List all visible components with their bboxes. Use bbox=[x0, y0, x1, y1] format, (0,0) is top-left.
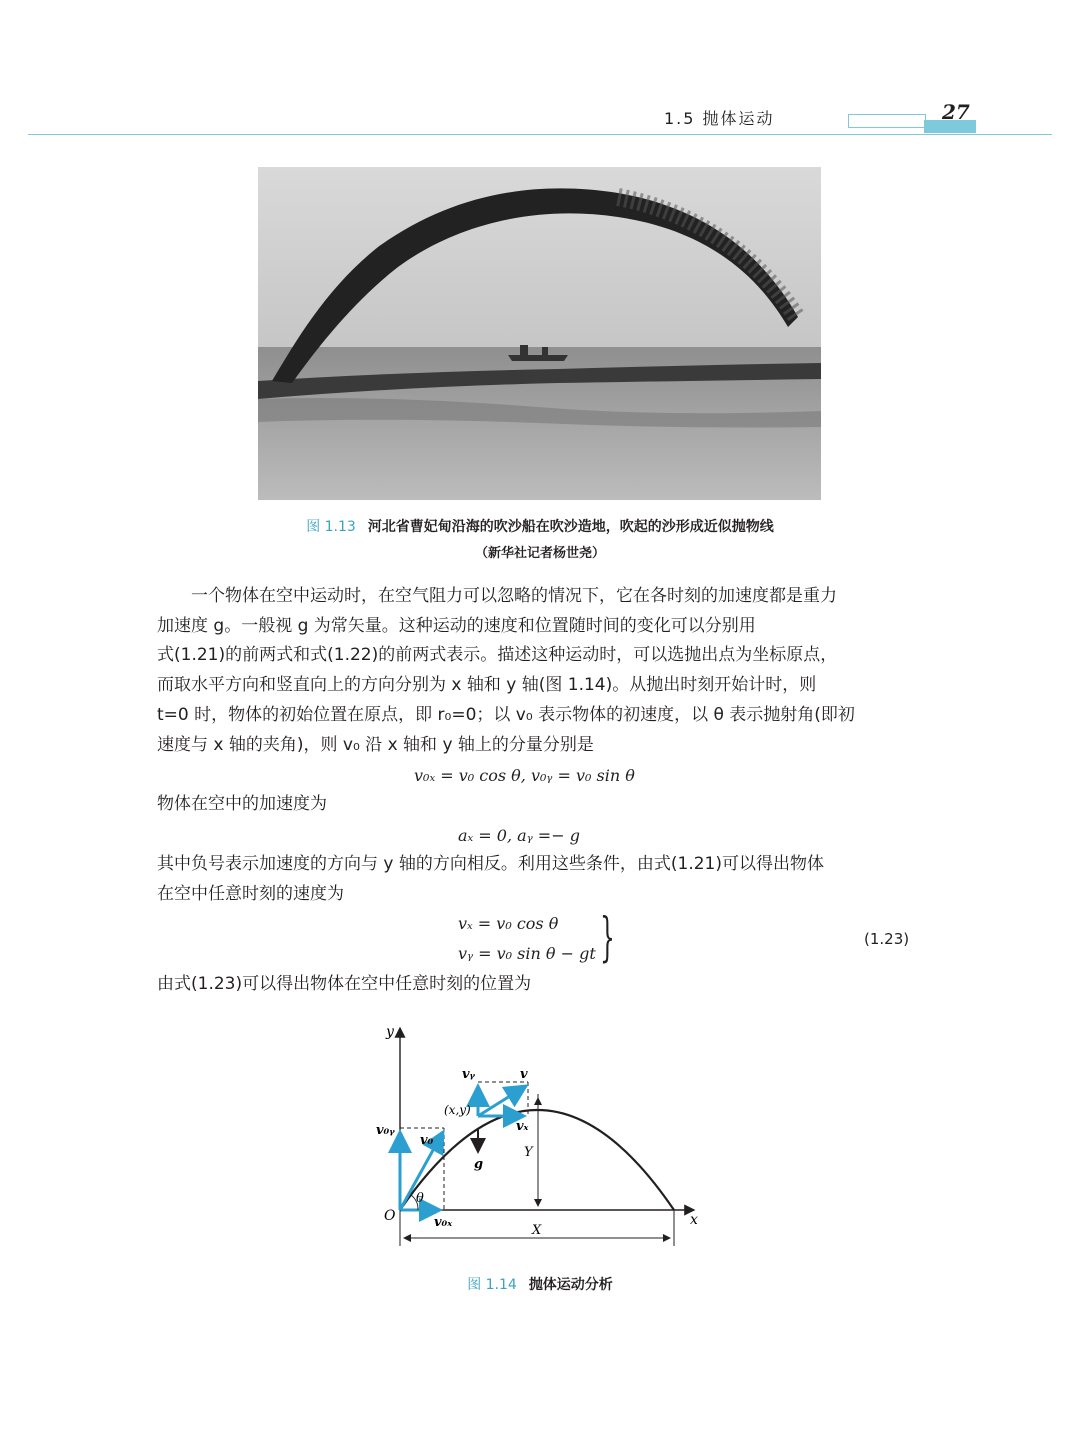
equation-vy: vᵧ = v₀ sin θ − gt bbox=[458, 944, 596, 963]
header-decoration-outline bbox=[848, 114, 926, 128]
paragraph-line: 其中负号表示加速度的方向与 y 轴的方向相反。利用这些条件，由式(1.21)可以得出物体 bbox=[157, 854, 824, 874]
text-position bbox=[157, 970, 923, 1000]
paragraph-line: 而取水平方向和竖直向上的方向分别为 x 轴和 y 轴(图 1.14)。从抛出时刻开始计时，则 bbox=[157, 675, 817, 696]
label-point: (x,y) bbox=[444, 1103, 471, 1117]
paragraph-line: 式(1.21)的前两式和式(1.22)的前两式表示。描述这种运动时，可以选抛出点为坐标原点， bbox=[157, 645, 838, 666]
paragraph-line: 由式(1.23)可以得出物体在空中任意时刻的位置为 bbox=[157, 974, 532, 994]
equation-brace: } bbox=[600, 908, 615, 968]
section-title: 1.5 抛体运动 bbox=[664, 109, 775, 128]
label-v0x: v₀ₓ bbox=[434, 1215, 453, 1230]
figure-1-14-caption bbox=[0, 1274, 1080, 1294]
label-vy: vᵧ bbox=[462, 1067, 475, 1082]
figure-1-13-caption bbox=[0, 516, 1080, 536]
label-X: X bbox=[532, 1223, 542, 1238]
label-v0: v₀ bbox=[420, 1133, 434, 1148]
label-v: v bbox=[520, 1067, 528, 1082]
label-origin: O bbox=[384, 1208, 396, 1224]
trajectory-curve bbox=[400, 1110, 674, 1210]
figure-1-13-label: 图 1.13 bbox=[306, 519, 356, 535]
header-rule bbox=[28, 134, 1052, 135]
label-v0y: v₀ᵧ bbox=[376, 1123, 395, 1138]
label-y-axis: y bbox=[386, 1024, 394, 1040]
label-vx: vₓ bbox=[516, 1119, 529, 1134]
label-theta: θ bbox=[416, 1191, 424, 1206]
label-x-axis: x bbox=[690, 1212, 698, 1228]
paragraph-line: t=0 时，物体的初始位置在原点，即 r₀=0；以 v₀ 表示物体的初速度，以 θ 表示抛射角(即初 bbox=[157, 704, 855, 725]
paragraph-line: 物体在空中的加速度为 bbox=[157, 794, 327, 814]
figure-1-14-text: 抛体运动分析 bbox=[528, 1277, 613, 1293]
figure-1-13-credit: （新华社记者杨世尧） bbox=[474, 546, 605, 561]
paragraph-2 bbox=[157, 850, 923, 909]
page-number: 27 bbox=[942, 100, 970, 124]
figure-1-14-label: 图 1.14 bbox=[467, 1277, 517, 1293]
paragraph-1 bbox=[157, 582, 923, 760]
equation-initial-components: v₀ₓ = v₀ cos θ, v₀ᵧ = v₀ sin θ bbox=[414, 766, 635, 785]
paragraph-line: 速度与 x 轴的夹角)，则 v₀ 沿 x 轴和 y 轴上的分量分别是 bbox=[157, 734, 594, 755]
equation-number: (1.23) bbox=[864, 930, 910, 948]
figure-1-13-text: 河北省曹妃甸沿海的吹沙船在吹沙造地，吹起的沙形成近似抛物线 bbox=[367, 519, 774, 535]
label-g: g bbox=[474, 1157, 484, 1172]
equation-vx: vₓ = v₀ cos θ bbox=[458, 914, 559, 933]
equation-acceleration: aₓ = 0, aᵧ =− g bbox=[458, 826, 580, 845]
projectile-diagram bbox=[368, 1020, 718, 1260]
paragraph-line: 一个物体在空中运动时，在空气阻力可以忽略的情况下，它在各时刻的加速度都是重力 bbox=[191, 586, 837, 606]
label-Y: Y bbox=[524, 1145, 533, 1160]
paragraph-line: 在空中任意时刻的速度为 bbox=[157, 883, 344, 904]
photo-sand-arc bbox=[258, 167, 821, 500]
paragraph-line: 加速度 g。一般视 g 为常矢量。这种运动的速度和位置随时间的变化可以分别用 bbox=[157, 615, 756, 636]
text-acceleration bbox=[157, 790, 923, 820]
